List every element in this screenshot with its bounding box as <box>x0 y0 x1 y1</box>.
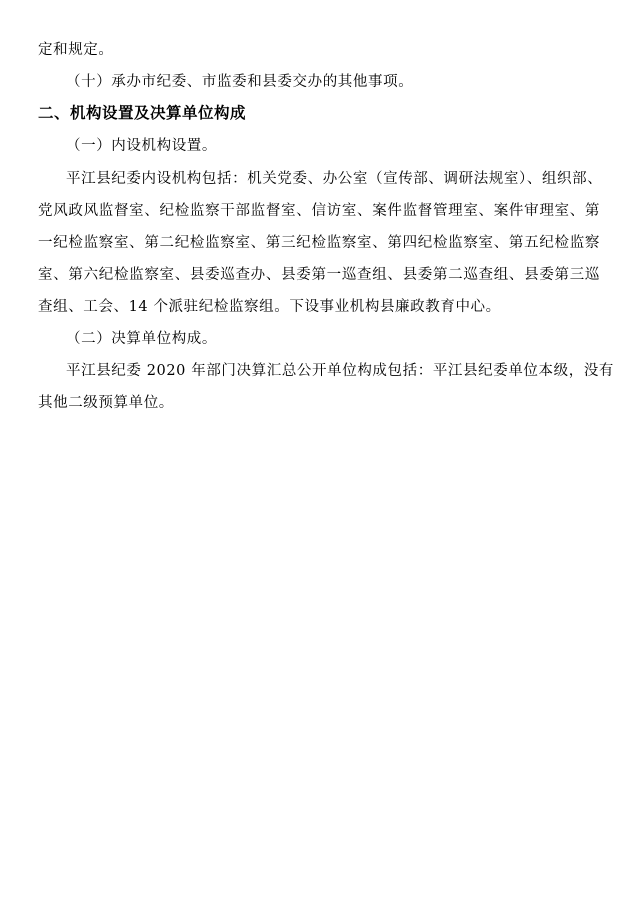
paragraph-line: 平江县纪委内设机构包括：机关党委、办公室（宣传部、调研法规室）、组织部、 <box>66 171 603 187</box>
paragraph-line: 室、第六纪检监察室、县委巡查办、县委第一巡查组、县委第二巡查组、县委第三巡 <box>38 267 600 283</box>
paragraph-line: 一纪检监察室、第二纪检监察室、第三纪检监察室、第四纪检监察室、第五纪检监察 <box>38 235 600 251</box>
paragraph-line: 党风政风监督室、纪检监察干部监督室、信访室、案件监督管理室、案件审理室、第 <box>38 203 600 219</box>
paragraph-line: 查组、工会、14 个派驻纪检监察组。下设事业机构县廉政教育中心。 <box>38 299 501 315</box>
paragraph-line: （一）内设机构设置。 <box>66 138 217 154</box>
paragraph-line: 定和规定。 <box>38 42 114 58</box>
paragraph-line: 平江县纪委 2020 年部门决算汇总公开单位构成包括：平江县纪委单位本级，没有 <box>66 363 615 379</box>
paragraph-line: （二）决算单位构成。 <box>66 331 217 347</box>
section-heading: 二、机构设置及决算单位构成 <box>38 104 247 122</box>
paragraph-line: 其他二级预算单位。 <box>38 395 174 411</box>
paragraph-line: （十）承办市纪委、市监委和县委交办的其他事项。 <box>66 74 414 90</box>
